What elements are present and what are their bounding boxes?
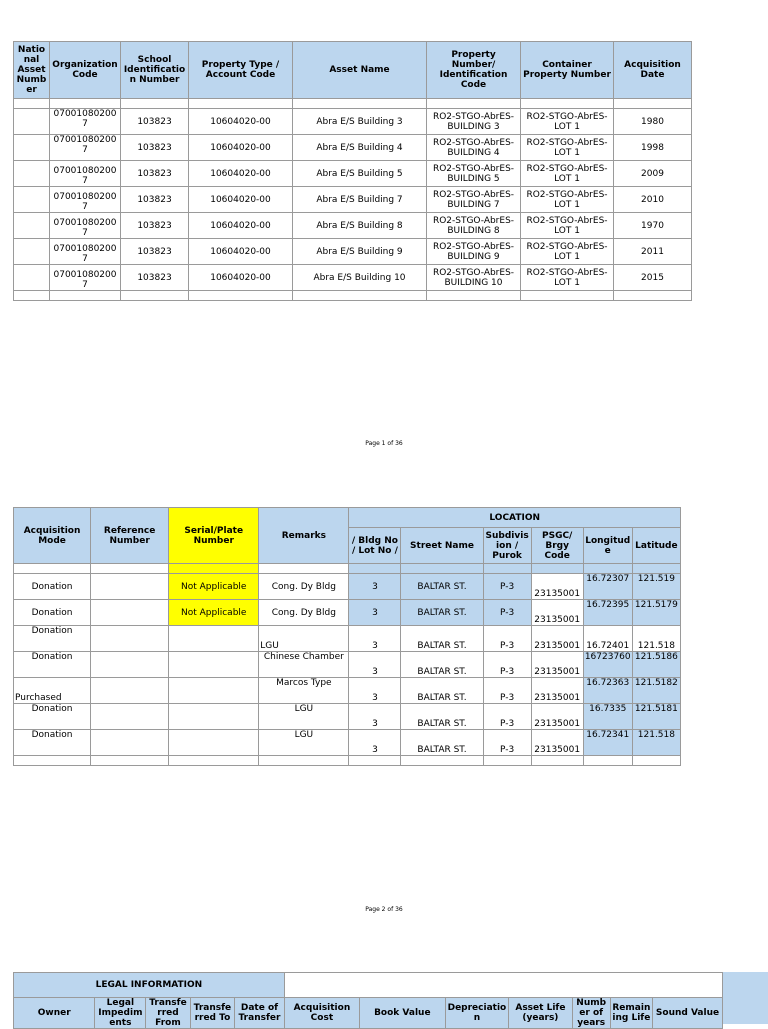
header-owner: Owner: [14, 998, 95, 1029]
header-side-band: [723, 972, 768, 1024]
legal-table-header-top: [14, 973, 723, 998]
header-subdivision-purok: Subdivision / Purok: [483, 528, 531, 564]
table-row: Purchased Marcos Type 3 BALTAR ST. P-3 23135001 16.72363 121.5182: [14, 678, 681, 704]
header-book-value: Book Value: [359, 998, 445, 1029]
header-psgc-brgy-code: PSGC/ Brgy Code: [531, 528, 583, 564]
header-national-asset-number: National Asset Number: [14, 42, 50, 99]
header-depreciation: Depreciation: [445, 998, 508, 1029]
header-acquisition-mode: Acquisition Mode: [14, 508, 91, 564]
table-row: 070010802007 103823 10604020-00 Abra E/S Building 10 RO2-STGO-AbrES-BUILDING 10 RO2-STGO-AbrES-LOT 1 2015: [14, 265, 692, 291]
table-row: Donation Not Applicable Cong. Dy Bldg 3 BALTAR ST. P-3 23135001 16.72395 121.5179: [14, 600, 681, 626]
header-transferred-to: Transferred To: [190, 998, 234, 1029]
header-organization-code: Organization Code: [50, 42, 121, 99]
asset-table-header: [14, 42, 692, 99]
table-row: Donation LGU 3 BALTAR ST. P-3 23135001 16.7335 121.5181: [14, 704, 681, 730]
table-row: 070010802007 103823 10604020-00 Abra E/S Building 9 RO2-STGO-AbrES-BUILDING 9 RO2-STGO-AbrES-LOT 1 2011: [14, 239, 692, 265]
header-container-property-number: Container Property Number: [521, 42, 614, 99]
header-number-of-years: Number of years: [572, 998, 610, 1029]
table-row: 070010802007 103823 10604020-00 Abra E/S Building 3 RO2-STGO-AbrES-BUILDING 3 RO2-STGO-AbrES-LOT 1 1980: [14, 109, 692, 135]
header-property-type: Property Type / Account Code: [189, 42, 293, 99]
table-spacer-row: [14, 291, 692, 301]
header-latitude: Latitude: [632, 528, 680, 564]
table-spacer-row: [14, 756, 681, 766]
header-sound-value: Sound Value: [653, 998, 723, 1029]
table-row: Donation LGU 3 BALTAR ST. P-3 23135001 16.72401 121.518: [14, 626, 681, 652]
header-street-name: Street Name: [401, 528, 483, 564]
location-table: [13, 507, 681, 766]
legal-value-table: [13, 972, 723, 1029]
header-longitude: Longitude: [583, 528, 632, 564]
header-acquisition-cost: Acquisition Cost: [284, 998, 359, 1029]
location-table-header-top: [14, 508, 681, 528]
table-row: 070010802007 103823 10604020-00 Abra E/S Building 5 RO2-STGO-AbrES-BUILDING 5 RO2-STGO-AbrES-LOT 1 2009: [14, 161, 692, 187]
header-asset-life: Asset Life (years): [509, 998, 572, 1029]
header-legal-information: LEGAL INFORMATION: [14, 973, 285, 998]
header-location: LOCATION: [349, 508, 681, 528]
table-row: Donation LGU 3 BALTAR ST. P-3 23135001 16.72341 121.518: [14, 730, 681, 756]
header-school-id: School Identification Number: [121, 42, 189, 99]
header-remaining-life: Remaining Life: [610, 998, 652, 1029]
header-serial-plate-number: Serial/Plate Number: [169, 508, 259, 564]
header-legal-impediments: Legal Impediments: [95, 998, 146, 1029]
table-row: 070010802007 103823 10604020-00 Abra E/S Building 4 RO2-STGO-AbrES-BUILDING 4 RO2-STGO-AbrES-LOT 1 1998: [14, 135, 692, 161]
asset-table: [13, 41, 692, 301]
page-number: Page 1 of 36: [365, 440, 403, 447]
table-spacer-row: [14, 564, 681, 574]
header-bldg-lot-no: / Bldg No / Lot No /: [349, 528, 401, 564]
table-row: 070010802007 103823 10604020-00 Abra E/S Building 8 RO2-STGO-AbrES-BUILDING 8 RO2-STGO-AbrES-LOT 1 1970: [14, 213, 692, 239]
table-row: Donation Not Applicable Cong. Dy Bldg 3 BALTAR ST. P-3 23135001 16.72307 121.519: [14, 574, 681, 600]
table-spacer-row: [14, 99, 692, 109]
table-row: 070010802007 103823 10604020-00 Abra E/S Building 7 RO2-STGO-AbrES-BUILDING 7 RO2-STGO-AbrES-LOT 1 2010: [14, 187, 692, 213]
header-date-of-transfer: Date of Transfer: [235, 998, 285, 1029]
table-row: Donation Chinese Chamber 3 BALTAR ST. P-3 23135001 16723760 121.5186: [14, 652, 681, 678]
header-reference-number: Reference Number: [91, 508, 169, 564]
header-transferred-from: Transferred From: [146, 998, 190, 1029]
header-asset-name: Asset Name: [293, 42, 427, 99]
header-property-number: Property Number/ Identification Code: [427, 42, 521, 99]
header-acquisition-date: Acquisition Date: [614, 42, 692, 99]
page-number: Page 2 of 36: [365, 906, 403, 913]
header-remarks: Remarks: [259, 508, 349, 564]
